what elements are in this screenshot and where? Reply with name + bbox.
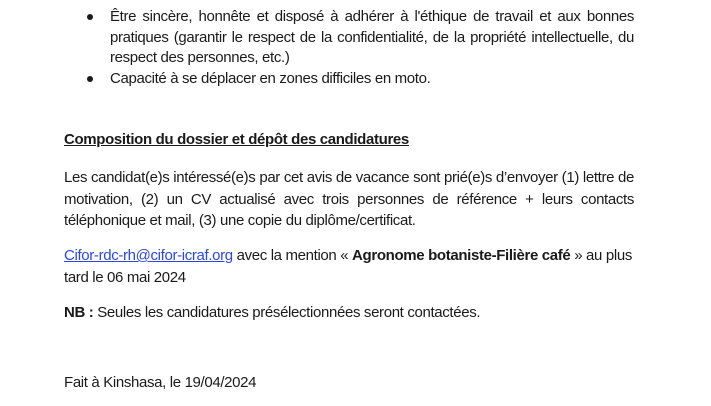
nb-note [64, 302, 634, 324]
bullet-icon [87, 14, 93, 20]
email-link[interactable]: Cifor-rdc-rh@cifor-icraf.org [64, 247, 233, 264]
requirements-list [84, 7, 634, 89]
nb-text: Seules les candidatures présélectionnées seront contactées. [93, 304, 481, 321]
list-item [84, 69, 634, 90]
section-heading: Composition du dossier et dépôt des candidatures [64, 131, 409, 148]
bullet-text: Être sincère, honnête et disposé à adhérer à l'éthique de travail et aux bonnes pratiques (garantir le respect de la confidentialité, de la propriété intellectuelle, du respect des personnes, etc.) [110, 8, 634, 66]
bullet-icon [87, 76, 93, 82]
nb-label: NB : [64, 304, 94, 321]
signature-line: Fait à Kinshasa, le 19/04/2024 [64, 374, 257, 391]
mention-prefix: avec la mention « [232, 247, 353, 264]
bullet-text: Capacité à se déplacer en zones difficiles en moto. [110, 69, 431, 87]
submission-paragraph [64, 245, 634, 288]
application-instructions: Les candidat(e)s intéressé(e)s par cet avis de vacance sont prié(e)s d’envoyer (1) lettre de motivation, (2) un CV actualisé avec trois personnes de référence + leurs contacts téléphonique et mail, (3) une copie du diplôme/certificat. [64, 169, 634, 229]
mention-suffix: » au plus tard le 06 mai 2024 [64, 247, 632, 286]
list-item [84, 7, 634, 69]
position-title: Agronome botaniste-Filière café [352, 247, 571, 264]
